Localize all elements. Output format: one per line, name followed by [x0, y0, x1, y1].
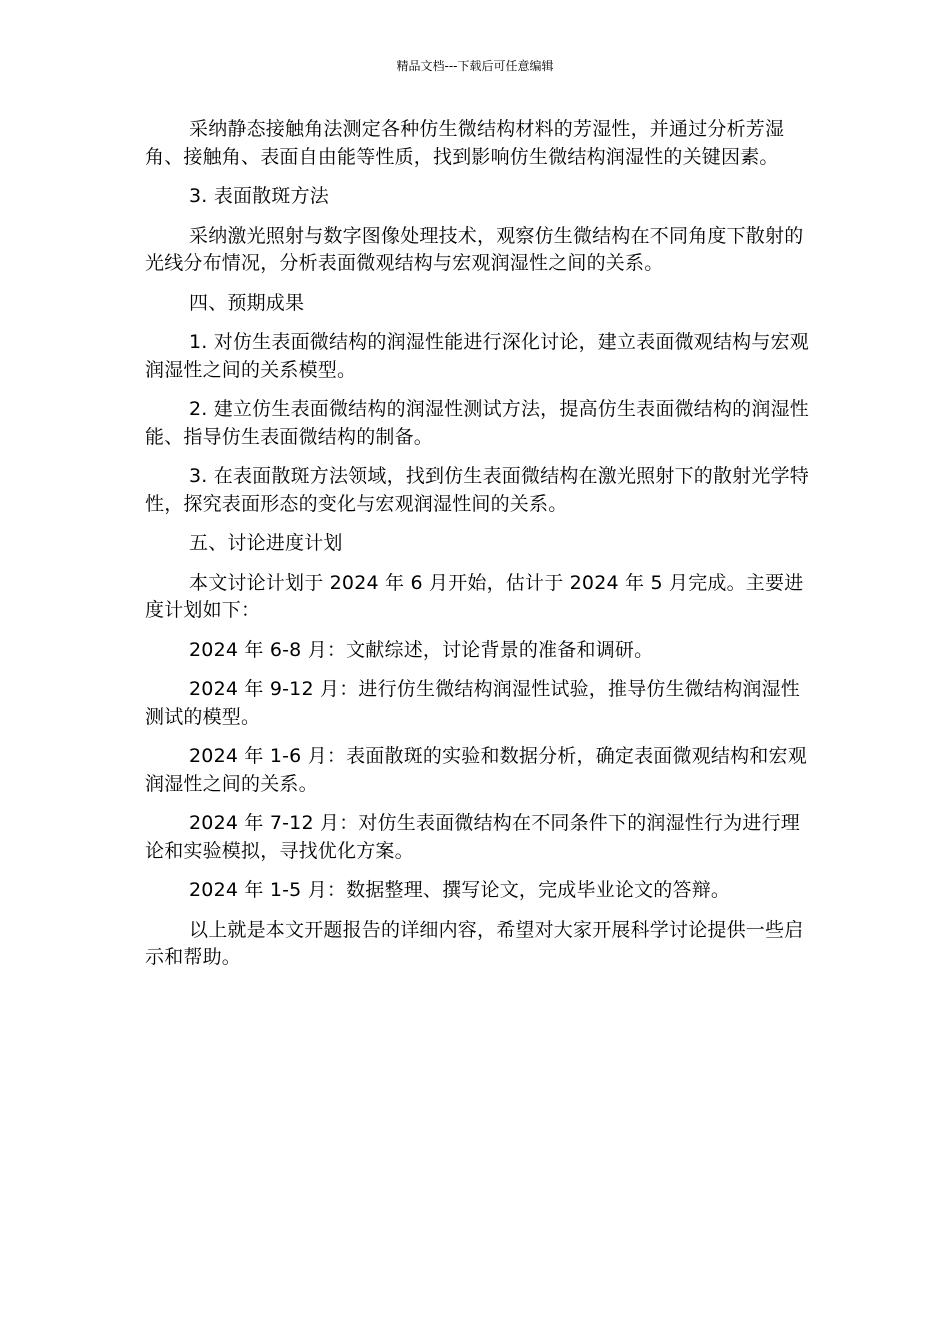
- paragraph-result-3: 3. 在表面散斑方法领域，找到仿生表面微结构在激光照射下的散射光学特性，探究表面形态的变化与宏观润湿性间的关系。: [145, 465, 809, 515]
- paragraph-method-contact-angle: 采纳静态接触角法测定各种仿生微结构材料的芳湿性，并通过分析芳湿角、接触角、表面自由能等性质，找到影响仿生微结构润湿性的关键因素。: [145, 118, 785, 168]
- page-header: 精品文档---下载后可任意编辑: [396, 59, 554, 73]
- heading-expected-results: 四、预期成果: [189, 291, 305, 314]
- paragraph-result-1: 1. 对仿生表面微结构的润湿性能进行深化讨论，建立表面微观结构与宏观润湿性之间的关系模型。: [145, 331, 809, 381]
- schedule-item-5: 2024 年 1-5 月：数据整理、撰写论文，完成毕业论文的答辩。: [189, 879, 731, 901]
- heading-speckle-method: 3. 表面散斑方法: [189, 185, 329, 207]
- paragraph-schedule-intro: 本文讨论计划于 2024 年 6 月开始，估计于 2024 年 5 月完成。主要进度计划如下：: [145, 571, 804, 621]
- document-body: [145, 116, 810, 984]
- paragraph-result-2: 2. 建立仿生表面微结构的润湿性测试方法，提高仿生表面微结构的润湿性能、指导仿生表面微结构的制备。: [145, 398, 809, 448]
- paragraph-speckle-method: 采纳激光照射与数字图像处理技术，观察仿生微结构在不同角度下散射的光线分布情况，分析表面微观结构与宏观润湿性之间的关系。: [145, 224, 804, 274]
- heading-schedule: 五、讨论进度计划: [189, 532, 343, 554]
- schedule-item-3: 2024 年 1-6 月：表面散斑的实验和数据分析，确定表面微观结构和宏观润湿性之间的关系。: [145, 745, 807, 795]
- schedule-item-4: 2024 年 7-12 月：对仿生表面微结构在不同条件下的润湿性行为进行理论和实验模拟，寻找优化方案。: [145, 812, 800, 862]
- schedule-item-1: 2024 年 6-8 月：文献综述，讨论背景的准备和调研。: [189, 638, 654, 661]
- schedule-item-2: 2024 年 9-12 月：进行仿生微结构润湿性试验，推导仿生微结构润湿性测试的模型。: [145, 678, 800, 728]
- paragraph-conclusion: 以上就是本文开题报告的详细内容，希望对大家开展科学讨论提供一些启示和帮助。: [145, 918, 804, 968]
